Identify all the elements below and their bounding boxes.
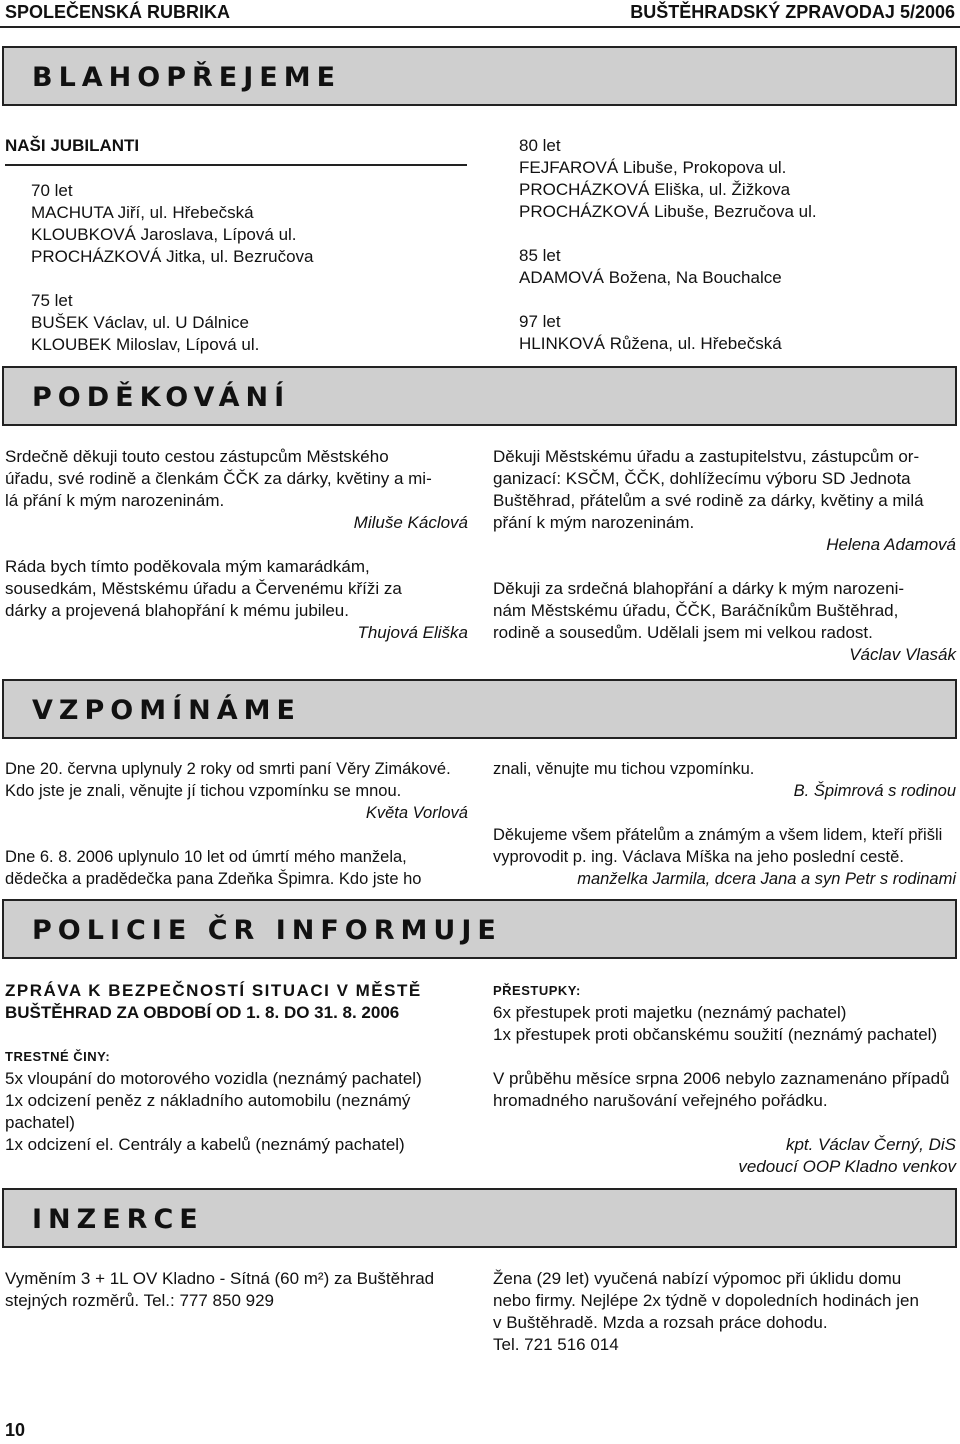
- policie-left: [5, 980, 468, 1156]
- text-line: 1x odcizení peněz z nákladního automobilu (neznámý: [5, 1091, 411, 1110]
- text-line: Srdečně děkuji touto cestou zástupcům Městského: [5, 447, 389, 466]
- text-line: nám Městskému úřadu, ČČK, Baráčníkům Buštěhrad,: [493, 601, 899, 620]
- text-line: pachatel): [5, 1113, 75, 1132]
- text-line: Děkujeme všem přátelům a známým a všem lidem, kteří přišli: [493, 826, 943, 844]
- jubilant-name: PROCHÁZKOVÁ Libuše, Bezručova ul.: [519, 202, 817, 221]
- jubilanti-heading: NAŠI JUBILANTI: [5, 136, 140, 155]
- text-line: Ráda bych tímto poděkovala mým kamarádkám,: [5, 557, 370, 576]
- age-label: 80 let: [519, 136, 561, 155]
- jubilant-name: FEJFAROVÁ Libuše, Prokopova ul.: [519, 158, 787, 177]
- signature: Helena Adamová: [826, 535, 956, 554]
- prestupky-heading: PŘESTUPKY:: [493, 983, 581, 998]
- signature: vedoucí OOP Kladno venkov: [738, 1157, 956, 1176]
- text-line: přání k mým narozeninám.: [493, 513, 695, 532]
- text-line: Děkuji Městskému úřadu a zastupitelstvu, zástupcům or-: [493, 447, 920, 466]
- ad-line: Tel. 721 516 014: [493, 1335, 619, 1354]
- header-divider: [0, 26, 960, 28]
- jubilant-name: MACHUTA Jiří, ul. Hřebečská: [31, 203, 254, 222]
- signature: B. Špimrová s rodinou: [793, 782, 956, 800]
- age-label: 85 let: [519, 246, 561, 265]
- jubilanti-rule: [5, 164, 467, 166]
- issue-title: BUŠTĚHRADSKÝ ZPRAVODAJ 5/2006: [630, 2, 955, 22]
- signature: Thujová Eliška: [357, 623, 468, 642]
- ad-line: stejných rozměrů. Tel.: 777 850 929: [5, 1291, 275, 1310]
- text-line: hromadného narušování veřejného pořádku.: [493, 1091, 828, 1110]
- jubilanti-right: [519, 135, 956, 355]
- text-line: Kdo jste je znali, věnujte jí tichou vzpomínku se mnou.: [5, 782, 402, 800]
- section-band-inzerce: [2, 1188, 957, 1248]
- report-title: BUŠTĚHRAD ZA OBDOBÍ OD 1. 8. DO 31. 8. 2006: [5, 1003, 400, 1022]
- section-title: POLICIE ČR INFORMUJE: [32, 915, 502, 946]
- policie-right: [493, 980, 956, 1178]
- jubilant-name: HLINKOVÁ Růžena, ul. Hřebečská: [519, 334, 782, 353]
- section-band-vzpominame: [2, 679, 957, 739]
- jubilant-name: PROCHÁZKOVÁ Jitka, ul. Bezručova: [31, 247, 314, 266]
- text-line: 5x vloupání do motorového vozidla (neznámý pachatel): [5, 1069, 422, 1088]
- signature: Václav Vlasák: [849, 645, 956, 664]
- jubilant-name: BUŠEK Václav, ul. U Dálnice: [31, 313, 249, 332]
- section-title: BLAHOPŘEJEME: [32, 62, 342, 93]
- text-line: V průběhu měsíce srpna 2006 nebylo zaznamenáno případů: [493, 1069, 950, 1088]
- section-title: INZERCE: [32, 1204, 204, 1235]
- text-line: Dne 20. června uplynuly 2 roky od smrti paní Věry Zimákové.: [5, 760, 451, 778]
- podekovani-right: [493, 446, 956, 666]
- section-band-policie: [2, 899, 957, 959]
- text-line: lá přání k mým narozeninám.: [5, 491, 225, 510]
- ad-line: v Buštěhradě. Mzda a rozsah práce dohodu.: [493, 1313, 828, 1332]
- vzpominame-right: [493, 758, 956, 890]
- text-line: rodině a sousedům. Udělali jsem mi velkou radost.: [493, 623, 873, 642]
- inzerce-left: [5, 1268, 468, 1312]
- signature: Květa Vorlová: [365, 804, 468, 822]
- text-line: ganizací: KSČM, ČČK, dohlížecímu výboru SD Jednota: [493, 469, 911, 488]
- ad-line: Žena (29 let) vyučená nabízí výpomoc při úklidu domu: [493, 1269, 902, 1288]
- text-line: vyprovodit p. ing. Václava Míška na jeho poslední cestě.: [493, 848, 904, 866]
- text-line: 1x přestupek proti občanskému soužití (neznámý pachatel): [493, 1025, 938, 1044]
- text-line: úřadu, své rodině a členkám ČČK za dárky, květiny a mi-: [5, 469, 432, 488]
- age-label: 97 let: [519, 312, 561, 331]
- age-label: 70 let: [31, 181, 73, 200]
- jubilant-name: KLOUBKOVÁ Jaroslava, Lípová ul.: [31, 225, 297, 244]
- section-band-blahoprejeme: [2, 46, 957, 106]
- text-line: dárky a projevená blahopřání k mému jubileu.: [5, 601, 349, 620]
- jubilant-name: KLOUBEK Miloslav, Lípová ul.: [31, 335, 260, 354]
- age-label: 75 let: [31, 291, 73, 310]
- podekovani-left: [5, 446, 468, 644]
- vzpominame-left: [5, 758, 468, 890]
- section-band-podekovani: [2, 366, 957, 426]
- ad-line: nebo firmy. Nejlépe 2x týdně v dopoledních hodinách jen: [493, 1291, 919, 1310]
- text-line: dědečka a pradědečka pana Zdeňka Špimra. Kdo jste ho: [5, 870, 422, 888]
- section-title: PODĚKOVÁNÍ: [32, 382, 291, 413]
- text-line: 6x přestupek proti majetku (neznámý pachatel): [493, 1003, 847, 1022]
- section-header-title: SPOLEČENSKÁ RUBRIKA: [5, 2, 231, 22]
- signature: manželka Jarmila, dcera Jana a syn Petr s rodinami: [577, 870, 956, 888]
- text-line: Buštěhrad, přátelům a své rodině za dárky, květiny a milá: [493, 491, 924, 510]
- report-title: ZPRÁVA K BEZPEČNOSTÍ SITUACI V MĚSTĚ: [5, 981, 422, 1000]
- text-line: Děkuji za srdečná blahopřání a dárky k mým narozeni-: [493, 579, 905, 598]
- section-title: VZPOMÍNÁME: [32, 695, 301, 726]
- jubilant-name: PROCHÁZKOVÁ Eliška, ul. Žižkova: [519, 180, 791, 199]
- text-line: 1x odcizení el. Centrály a kabelů (neznámý pachatel): [5, 1135, 405, 1154]
- text-line: sousedkám, Městskému úřadu a Červenému kříži za: [5, 579, 402, 598]
- jubilanti-left: [31, 180, 468, 356]
- ad-line: Vyměním 3 + 1L OV Kladno - Sítná (60 m²) za Buštěhrad: [5, 1269, 435, 1288]
- signature: kpt. Václav Černý, DiS: [785, 1135, 956, 1154]
- trestne-heading: TRESTNÉ ČINY:: [5, 1049, 111, 1064]
- signature: Miluše Káclová: [353, 513, 468, 532]
- jubilant-name: ADAMOVÁ Božena, Na Bouchalce: [519, 268, 782, 287]
- text-line: znali, věnujte mu tichou vzpomínku.: [493, 760, 755, 778]
- inzerce-right: [493, 1268, 956, 1356]
- page-number: 10: [5, 1420, 26, 1440]
- text-line: Dne 6. 8. 2006 uplynulo 10 let od úmrtí mého manžela,: [5, 848, 407, 866]
